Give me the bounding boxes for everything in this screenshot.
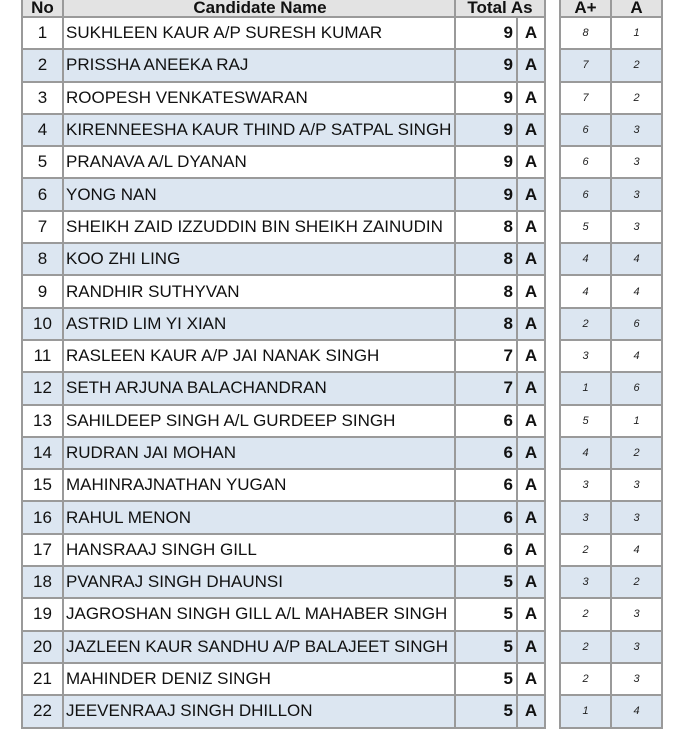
a-plus-count: 4 <box>560 243 611 275</box>
header-row <box>560 0 662 17</box>
total-as-count: 9 <box>455 178 517 210</box>
total-as-count: 8 <box>455 243 517 275</box>
table-row <box>22 82 545 114</box>
a-count: 3 <box>611 631 662 663</box>
grade-label: A <box>517 663 545 695</box>
a-plus-count: 8 <box>560 17 611 49</box>
table-row <box>22 49 545 81</box>
total-as-count: 8 <box>455 275 517 307</box>
a-count: 2 <box>611 566 662 598</box>
grade-label: A <box>517 598 545 630</box>
total-as-count: 9 <box>455 82 517 114</box>
table-row <box>560 501 662 533</box>
table-row <box>560 695 662 727</box>
grade-label: A <box>517 17 545 49</box>
candidate-name: JAGROSHAN SINGH GILL A/L MAHABER SINGH <box>63 598 455 630</box>
a-plus-count: 4 <box>560 275 611 307</box>
candidate-name: SAHILDEEP SINGH A/L GURDEEP SINGH <box>63 405 455 437</box>
candidate-name: ROOPESH VENKATESWARAN <box>63 82 455 114</box>
row-number: 22 <box>22 695 63 727</box>
table-row <box>22 243 545 275</box>
a-count: 6 <box>611 308 662 340</box>
table-row <box>22 340 545 372</box>
total-as-count: 8 <box>455 308 517 340</box>
header-candidate-name: Candidate Name <box>63 0 455 17</box>
total-as-count: 7 <box>455 372 517 404</box>
row-number: 7 <box>22 211 63 243</box>
candidate-name: YONG NAN <box>63 178 455 210</box>
candidate-name: KIRENNEESHA KAUR THIND A/P SATPAL SINGH <box>63 114 455 146</box>
row-number: 6 <box>22 178 63 210</box>
total-as-count: 9 <box>455 146 517 178</box>
a-plus-count: 5 <box>560 211 611 243</box>
row-number: 20 <box>22 631 63 663</box>
a-count: 2 <box>611 82 662 114</box>
table-row <box>560 17 662 49</box>
header-a: A <box>611 0 662 17</box>
candidate-name: RASLEEN KAUR A/P JAI NANAK SINGH <box>63 340 455 372</box>
table-row <box>560 178 662 210</box>
table-row <box>22 598 545 630</box>
total-as-count: 9 <box>455 17 517 49</box>
grade-label: A <box>517 405 545 437</box>
total-as-count: 6 <box>455 437 517 469</box>
table-row <box>22 469 545 501</box>
grade-label: A <box>517 695 545 727</box>
table-row <box>22 17 545 49</box>
a-plus-count: 2 <box>560 631 611 663</box>
row-number: 16 <box>22 501 63 533</box>
table-row <box>22 308 545 340</box>
a-count: 4 <box>611 340 662 372</box>
a-count: 3 <box>611 178 662 210</box>
row-number: 13 <box>22 405 63 437</box>
a-plus-count: 4 <box>560 437 611 469</box>
total-as-count: 5 <box>455 598 517 630</box>
table-row <box>22 437 545 469</box>
candidate-name: PVANRAJ SINGH DHAUNSI <box>63 566 455 598</box>
table-row <box>22 405 545 437</box>
candidate-name: RUDRAN JAI MOHAN <box>63 437 455 469</box>
a-plus-count: 3 <box>560 566 611 598</box>
table-row <box>22 663 545 695</box>
a-plus-count: 6 <box>560 114 611 146</box>
a-count: 6 <box>611 372 662 404</box>
table-row <box>22 146 545 178</box>
a-plus-count: 2 <box>560 308 611 340</box>
header-a-plus: A+ <box>560 0 611 17</box>
row-number: 11 <box>22 340 63 372</box>
a-plus-count: 3 <box>560 340 611 372</box>
a-plus-count: 1 <box>560 695 611 727</box>
header-row <box>22 0 545 17</box>
total-as-count: 5 <box>455 566 517 598</box>
table-row <box>560 275 662 307</box>
candidate-name: JEEVENRAAJ SINGH DHILLON <box>63 695 455 727</box>
a-plus-count: 7 <box>560 49 611 81</box>
candidate-name: RAHUL MENON <box>63 501 455 533</box>
table-row <box>22 372 545 404</box>
a-count: 4 <box>611 275 662 307</box>
grade-label: A <box>517 82 545 114</box>
candidate-name: MAHINRAJNATHAN YUGAN <box>63 469 455 501</box>
table-row <box>560 82 662 114</box>
row-number: 2 <box>22 49 63 81</box>
row-number: 1 <box>22 17 63 49</box>
grade-label: A <box>517 437 545 469</box>
table-row <box>560 663 662 695</box>
grade-label: A <box>517 501 545 533</box>
table-row <box>22 114 545 146</box>
table-row <box>560 405 662 437</box>
row-number: 9 <box>22 275 63 307</box>
candidate-name: KOO ZHI LING <box>63 243 455 275</box>
a-count: 1 <box>611 17 662 49</box>
total-as-count: 9 <box>455 114 517 146</box>
candidate-name: MAHINDER DENIZ SINGH <box>63 663 455 695</box>
grade-label: A <box>517 631 545 663</box>
table-row <box>22 695 545 727</box>
row-number: 10 <box>22 308 63 340</box>
a-count: 4 <box>611 695 662 727</box>
table-row <box>560 146 662 178</box>
a-plus-count: 2 <box>560 663 611 695</box>
header-no: No <box>22 0 63 17</box>
total-as-count: 8 <box>455 211 517 243</box>
total-as-count: 6 <box>455 501 517 533</box>
grade-label: A <box>517 372 545 404</box>
a-plus-count: 6 <box>560 146 611 178</box>
total-as-count: 6 <box>455 534 517 566</box>
row-number: 8 <box>22 243 63 275</box>
total-as-count: 6 <box>455 405 517 437</box>
table-row <box>560 49 662 81</box>
a-plus-count: 1 <box>560 372 611 404</box>
grade-label: A <box>517 340 545 372</box>
table-row <box>560 114 662 146</box>
table-row <box>560 308 662 340</box>
candidate-name: JAZLEEN KAUR SANDHU A/P BALAJEET SINGH <box>63 631 455 663</box>
table-row <box>22 566 545 598</box>
table-row <box>560 631 662 663</box>
total-as-count: 5 <box>455 631 517 663</box>
table-row <box>22 211 545 243</box>
table-row <box>22 534 545 566</box>
row-number: 12 <box>22 372 63 404</box>
table-row <box>560 469 662 501</box>
results-table <box>21 0 546 729</box>
candidate-name: PRANAVA A/L DYANAN <box>63 146 455 178</box>
a-count: 3 <box>611 211 662 243</box>
candidate-name: RANDHIR SUTHYVAN <box>63 275 455 307</box>
a-count: 4 <box>611 243 662 275</box>
total-as-count: 9 <box>455 49 517 81</box>
a-count: 3 <box>611 469 662 501</box>
total-as-count: 7 <box>455 340 517 372</box>
row-number: 19 <box>22 598 63 630</box>
candidate-name: SETH ARJUNA BALACHANDRAN <box>63 372 455 404</box>
grade-label: A <box>517 566 545 598</box>
candidate-name: HANSRAAJ SINGH GILL <box>63 534 455 566</box>
candidate-name: ASTRID LIM YI XIAN <box>63 308 455 340</box>
a-plus-count: 2 <box>560 598 611 630</box>
grade-label: A <box>517 469 545 501</box>
total-as-count: 5 <box>455 663 517 695</box>
table-row <box>22 275 545 307</box>
a-count: 3 <box>611 114 662 146</box>
table-row <box>560 437 662 469</box>
table-row <box>560 566 662 598</box>
grade-label: A <box>517 178 545 210</box>
a-count: 2 <box>611 437 662 469</box>
table-row <box>560 340 662 372</box>
grade-label: A <box>517 308 545 340</box>
grade-label: A <box>517 275 545 307</box>
candidate-name: SUKHLEEN KAUR A/P SURESH KUMAR <box>63 17 455 49</box>
candidate-name: SHEIKH ZAID IZZUDDIN BIN SHEIKH ZAINUDIN <box>63 211 455 243</box>
a-count: 3 <box>611 146 662 178</box>
total-as-count: 5 <box>455 695 517 727</box>
table-row <box>22 631 545 663</box>
a-plus-count: 6 <box>560 178 611 210</box>
table-row <box>22 501 545 533</box>
a-plus-count: 5 <box>560 405 611 437</box>
table-row <box>560 598 662 630</box>
a-plus-count: 3 <box>560 501 611 533</box>
a-count: 2 <box>611 49 662 81</box>
row-number: 15 <box>22 469 63 501</box>
grade-label: A <box>517 243 545 275</box>
row-number: 14 <box>22 437 63 469</box>
row-number: 21 <box>22 663 63 695</box>
header-total-as: Total As <box>455 0 545 17</box>
a-count: 4 <box>611 534 662 566</box>
table-row <box>560 211 662 243</box>
grade-breakdown-table <box>559 0 663 729</box>
a-count: 1 <box>611 405 662 437</box>
a-plus-count: 2 <box>560 534 611 566</box>
candidate-name: PRISSHA ANEEKA RAJ <box>63 49 455 81</box>
grade-label: A <box>517 114 545 146</box>
grade-label: A <box>517 49 545 81</box>
table-row <box>560 372 662 404</box>
a-plus-count: 7 <box>560 82 611 114</box>
row-number: 3 <box>22 82 63 114</box>
grade-label: A <box>517 146 545 178</box>
table-row <box>560 534 662 566</box>
grade-label: A <box>517 534 545 566</box>
a-count: 3 <box>611 663 662 695</box>
row-number: 17 <box>22 534 63 566</box>
a-plus-count: 3 <box>560 469 611 501</box>
table-row <box>22 178 545 210</box>
a-count: 3 <box>611 598 662 630</box>
row-number: 18 <box>22 566 63 598</box>
row-number: 5 <box>22 146 63 178</box>
table-row <box>560 243 662 275</box>
row-number: 4 <box>22 114 63 146</box>
a-count: 3 <box>611 501 662 533</box>
total-as-count: 6 <box>455 469 517 501</box>
grade-label: A <box>517 211 545 243</box>
